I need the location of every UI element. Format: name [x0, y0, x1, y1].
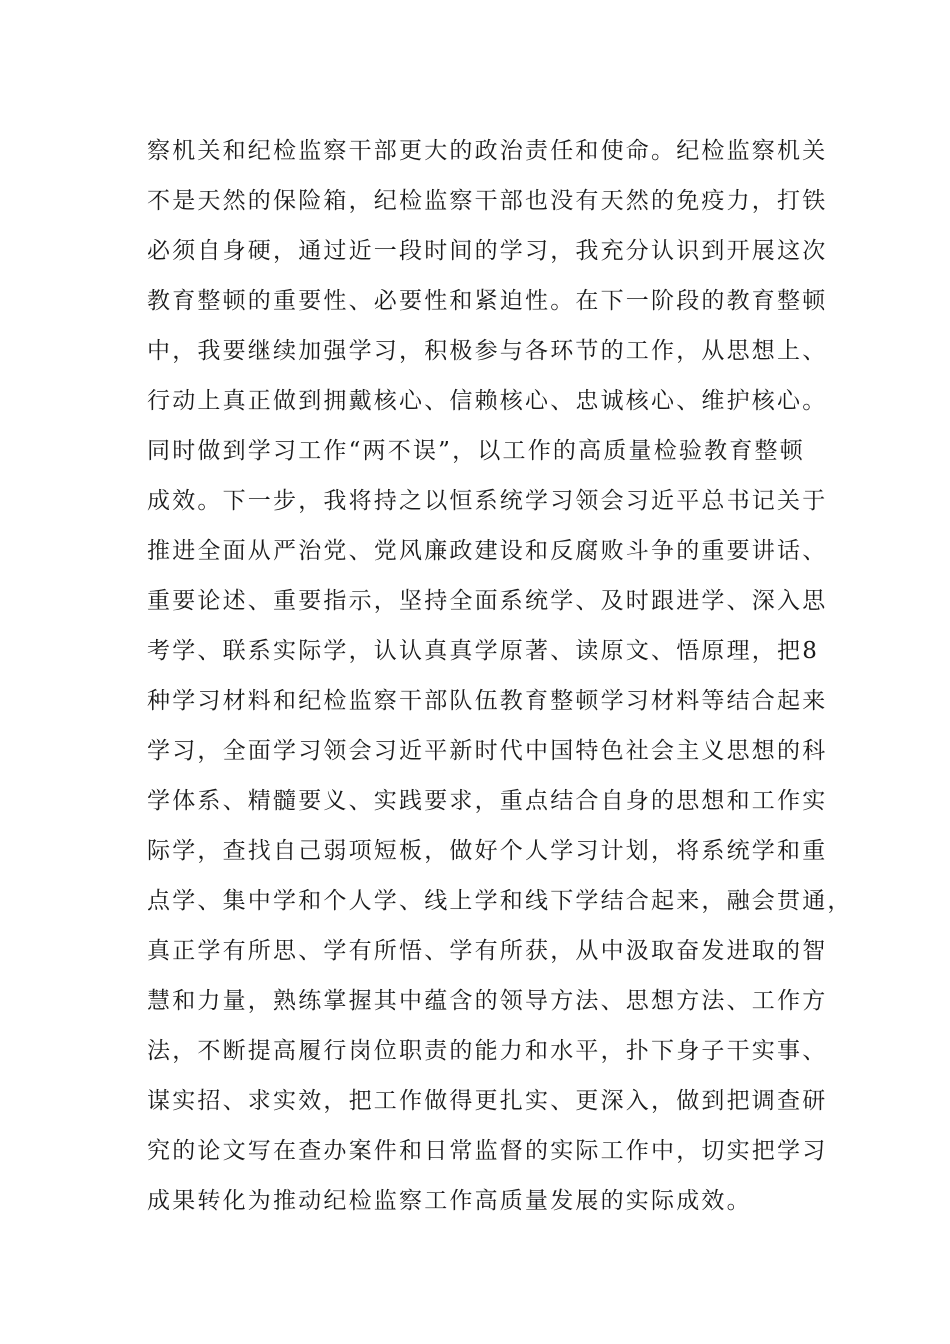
- text-line: 慧和力量，熟练掌握其中蕴含的领导方法、思想方法、工作方: [147, 988, 828, 1014]
- text-line: 不是天然的保险箱，纪检监察干部也没有天然的免疫力，打铁: [147, 188, 828, 214]
- text-line: 必须自身硬，通过近一段时间的学习，我充分认识到开展这次: [147, 238, 828, 264]
- text-line: 种学习材料和纪检监察干部队伍教育整顿学习材料等结合起来: [147, 688, 828, 714]
- text-line: 教育整顿的重要性、必要性和紧迫性。在下一阶段的教育整顿: [147, 288, 828, 314]
- text-line: 真正学有所思、学有所悟、学有所获，从中汲取奋发进取的智: [147, 938, 828, 964]
- text-line: 点学、集中学和个人学、线上学和线下学结合起来，融会贯通，: [147, 888, 853, 914]
- text-line: 学习，全面学习领会习近平新时代中国特色社会主义思想的科: [147, 738, 828, 764]
- body-paragraph: [147, 126, 853, 1226]
- text-line: 究的论文写在查办案件和日常监督的实际工作中，切实把学习: [147, 1138, 828, 1164]
- text-line: 成果转化为推动纪检监察工作高质量发展的实际成效。: [147, 1188, 752, 1214]
- text-line: 谋实招、求实效，把工作做得更扎实、更深入，做到把调查研: [147, 1088, 828, 1114]
- text-line: 法，不断提高履行岗位职责的能力和水平，扑下身子干实事、: [147, 1038, 828, 1064]
- text-line: 推进全面从严治党、党风廉政建设和反腐败斗争的重要讲话、: [147, 538, 828, 564]
- text-line: 察机关和纪检监察干部更大的政治责任和使命。纪检监察机关: [147, 138, 828, 164]
- text-line: 成效。下一步，我将持之以恒系统学习领会习近平总书记关于: [147, 488, 828, 514]
- text-line: 同时做到学习工作“两不误”，以工作的高质量检验教育整顿: [147, 438, 805, 464]
- text-line: 行动上真正做到拥戴核心、信赖核心、忠诚核心、维护核心。: [147, 388, 828, 414]
- text-line: 中，我要继续加强学习，积极参与各环节的工作，从思想上、: [147, 338, 828, 364]
- text-line: 学体系、精髓要义、实践要求，重点结合自身的思想和工作实: [147, 788, 828, 814]
- text-line: 际学，查找自己弱项短板，做好个人学习计划，将系统学和重: [147, 838, 828, 864]
- text-line: 考学、联系实际学，认认真真学原著、读原文、悟原理，把8: [147, 638, 820, 664]
- text-line: 重要论述、重要指示，坚持全面系统学、及时跟进学、深入思: [147, 588, 828, 614]
